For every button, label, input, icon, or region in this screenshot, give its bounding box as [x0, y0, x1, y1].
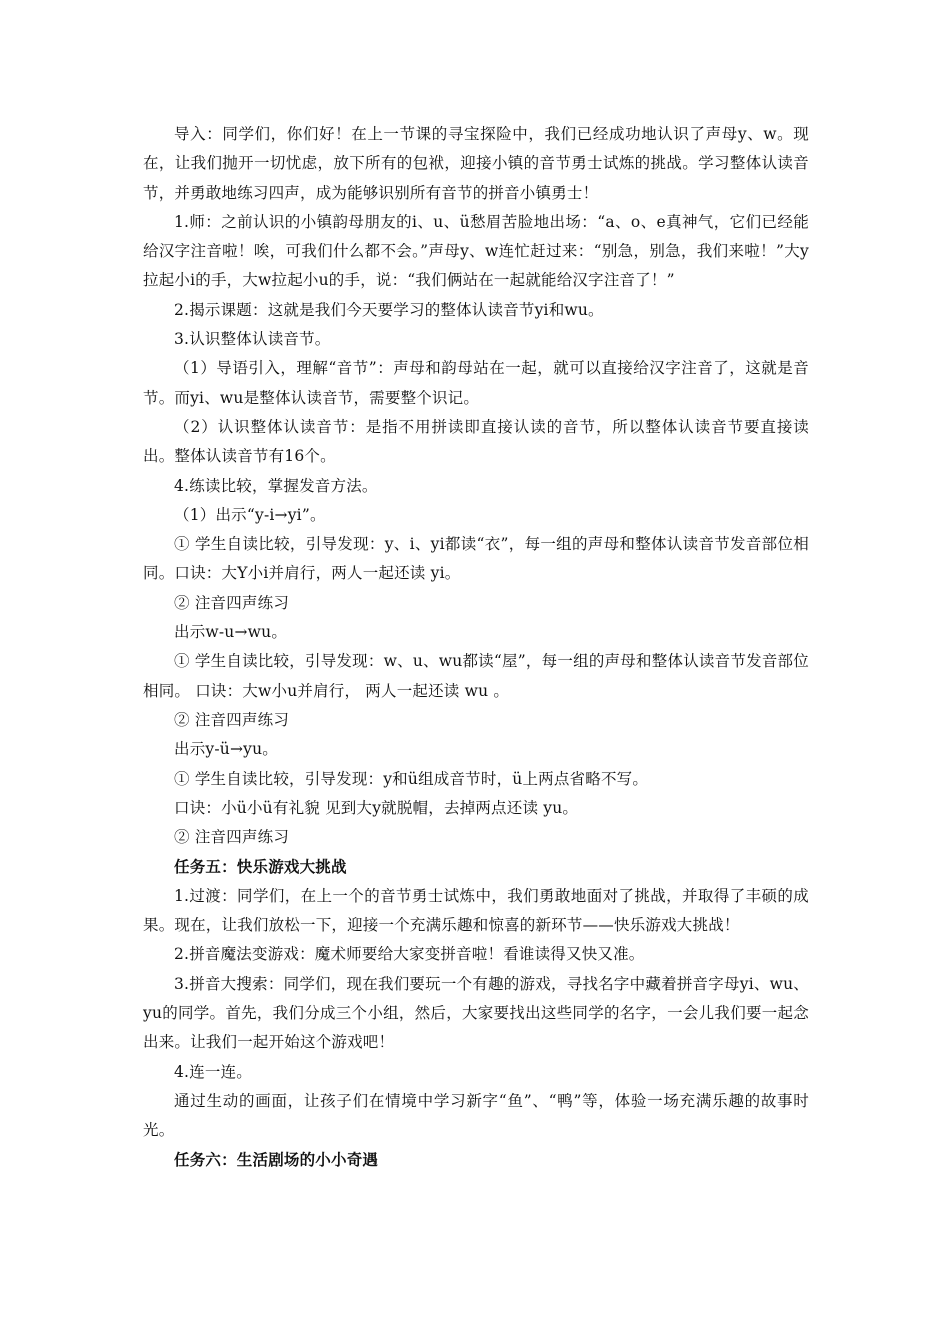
paragraph-step-4-1: （1）出示“y-i→yi”。	[174, 505, 326, 524]
paragraph-task5-step-3: 3.拼音大搜索：同学们，现在我们要玩一个有趣的游戏，寻找名字中藏着拼音字母yi、wu、yu的同学。首先，我们分成三个小组，然后，大家要找出这些同学的名字，一会儿我们要一起念出来。让我们一起开始这个游戏吧！	[143, 974, 809, 1052]
paragraph-yu-tones: ② 注音四声练习	[174, 828, 290, 847]
paragraph-wu-compare: ① 学生自读比较，引导发现：w、u、wu都读“屋”，每一组的声母和整体认读音节发音部位相同。 口诀：大w小u并肩行， 两人一起还读 wu 。	[143, 652, 809, 700]
paragraph-yu-show: 出示y-ü→yu。	[174, 740, 279, 759]
paragraph-task5-step-2: 2.拼音魔法变游戏：魔术师要给大家变拼音啦！看谁读得又快又准。	[174, 945, 645, 964]
paragraph-yu-rhyme: 口诀：小ü小ü有礼貌 见到大y就脱帽，去掉两点还读 yu。	[174, 798, 579, 817]
heading-task-6: 任务六：生活剧场的小小奇遇	[174, 1150, 379, 1170]
document-body	[143, 120, 809, 1175]
paragraph-task5-story: 通过生动的画面，让孩子们在情境中学习新字“鱼”、“鸭”等，体验一场充满乐趣的故事时光。	[143, 1091, 809, 1140]
paragraph-step-4: 4.练读比较，掌握发音方法。	[174, 476, 378, 495]
paragraph-task5-step-1: 1.过渡：同学们，在上一个的音节勇士试炼中，我们勇敢地面对了挑战，并取得了丰硕的成果。现在，让我们放松一下，迎接一个充满乐趣和惊喜的新环节——快乐游戏大挑战！	[143, 886, 809, 935]
paragraph-step-1: 1.师：之前认识的小镇韵母朋友的i、u、ü愁眉苦脸地出场：“a、o、e真神气，它们已经能给汉字注音啦！唉，可我们什么都不会。”声母y、w连忙赶过来：“别急，别急，我们来啦！”大y拉起小i的手，大w拉起小u的手，说：“我们俩站在一起就能给汉字注音了！”	[143, 212, 809, 290]
paragraph-yu-compare: ① 学生自读比较，引导发现：y和ü组成音节时，ü上两点省略不写。	[174, 769, 649, 788]
paragraph-wu-tones: ② 注音四声练习	[174, 710, 290, 729]
paragraph-yi-compare: ① 学生自读比较，引导发现：y、i、yi都读“衣”，每一组的声母和整体认读音节发音部位相同。口诀：大Y小i并肩行，两人一起还读 yi。	[143, 535, 809, 583]
paragraph-step-3-1: （1）导语引入，理解“音节”：声母和韵母站在一起，就可以直接给汉字注音了，这就是音节。而yi、wu是整体认读音节，需要整个识记。	[143, 359, 809, 407]
heading-task-5: 任务五：快乐游戏大挑战	[174, 857, 347, 877]
paragraph-yi-tones: ② 注音四声练习	[174, 593, 290, 612]
paragraph-step-3: 3.认识整体认读音节。	[174, 330, 331, 349]
paragraph-wu-show: 出示w-u→wu。	[174, 623, 288, 642]
paragraph-step-2: 2.揭示课题：这就是我们今天要学习的整体认读音节yi和wu。	[174, 300, 604, 319]
paragraph-intro: 导入：同学们，你们好！在上一节课的寻宝探险中，我们已经成功地认识了声母y、w。现在，让我们抛开一切忧虑，放下所有的包袱，迎接小镇的音节勇士试炼的挑战。学习整体认读音节，并勇敢地练习四声，成为能够识别所有音节的拼音小镇勇士！	[143, 125, 809, 202]
paragraph-task5-step-4: 4.连一连。	[174, 1062, 252, 1081]
paragraph-step-3-2: （2）认识整体认读音节：是指不用拼读即直接认读的音节，所以整体认读音节要直接读出。整体认读音节有16个。	[143, 417, 809, 466]
